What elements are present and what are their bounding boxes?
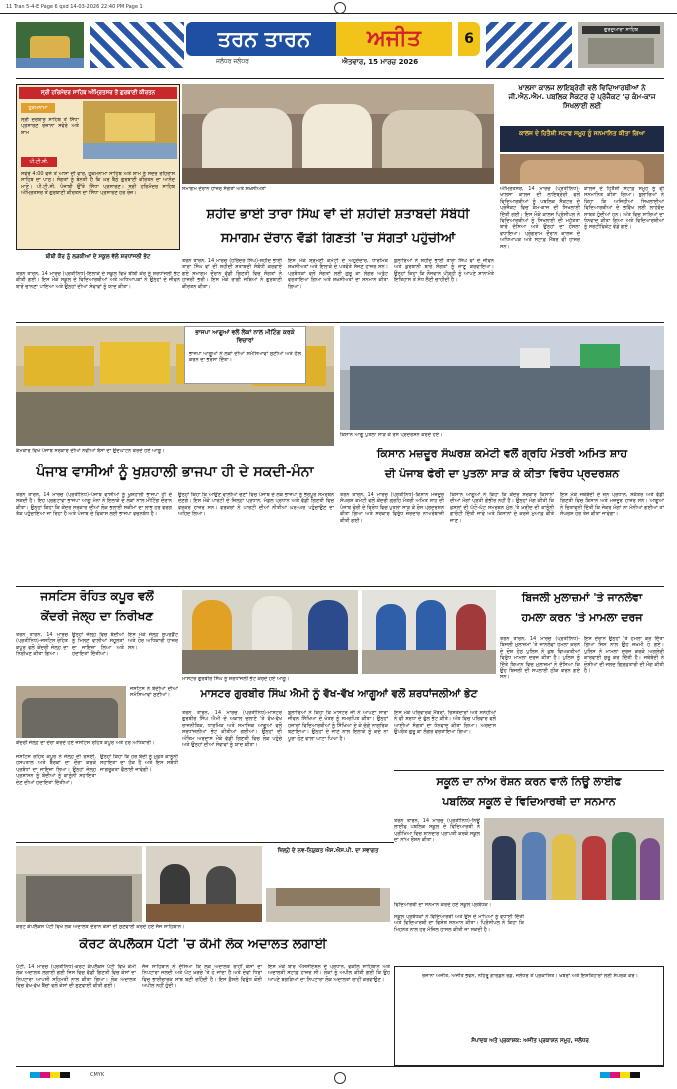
story1-headline-1: ਸ਼ਹੀਦ ਭਾਈ ਤਾਰਾ ਸਿੰਘ ਵਾਂ ਦੀ ਸ਼ਹੀਦੀ ਸ਼ਤਾਬਦੀ ਸੰਬੰਧੀ (206, 208, 470, 222)
masthead-edition: ਜਲੰਧਰ ਜਲੰਧਰ (216, 58, 249, 65)
right-top-headline: ਖਾਲਸਾ ਕਾਲਜ ਲਾਇਬ੍ਰੇਰੀ ਵਲੋਂ ਵਿਦਿਆਰਥੀਆਂ ਨੇ ਜੀ.ਐਨ.ਐਮ. ਪਬਲਿਕ ਸੈਕਟਰ ਦੇ ਪ੍ਰੋਜੈਕਟ 'ਚ ਕੰਮ-ਕਾਜ ਸਿਖਲਾਈ ਲਈ (508, 84, 656, 110)
masthead-ad-right (578, 22, 664, 68)
protest-headline-2: ਦੀ ਪੰਜਾਬ ਫੇਰੀ ਦਾ ਪੁਤਲਾ ਸਾੜ ਕੇ ਕੀਤਾ ਵਿਰੋਧ ਪ੍ਰਦਰਸ਼ਨ (384, 468, 620, 480)
masthead-title-left: ਤਰਨ ਤਾਰਨ (217, 27, 311, 51)
page-number: 6 (464, 31, 474, 47)
story1-headline-2: ਸਮਾਗਮ ਦੌਰਾਨ ਵੱਡੀ ਗਿਣਤੀ 'ਚ ਸੰਗਤਾਂ ਪਹੁੰਚੀਆਂ (220, 232, 456, 246)
bus-mid-heading: ਭਾਜਪਾ ਆਗੂਆਂ ਵਲੋਂ ਲੋਕਾਂ ਨਾਲ ਮੀਟਿੰਗ ਕਰਕੇ ਵਿਚਾਰਾਂ (195, 329, 295, 344)
school-photo (484, 818, 664, 900)
page-number-tab (458, 22, 480, 56)
rule-bottom (16, 1066, 664, 1067)
masthead (186, 22, 452, 68)
masthead-pattern-left (90, 22, 184, 68)
protest-headline-1: ਕਿਸਾਨ ਮਜ਼ਦੂਰ ਸੰਘਰਸ਼ ਕਮੇਟੀ ਵਲੋਂ ਗ੍ਰਹਿ ਮੰਤਰੀ ਅਮਿਤ ਸ਼ਾਹ (376, 448, 628, 460)
power-headline-1: ਬਿਜਲੀ ਮੁਲਾਜ਼ਮਾਂ 'ਤੇ ਜਾਨਲੇਵਾ (521, 592, 643, 604)
right-top-headline-box (500, 84, 664, 124)
imprint-text: ਸੰਪਾਦਕ ਅਤੇ ਪ੍ਰਕਾਸ਼ਕ: ਅਜੀਤ ਪ੍ਰਕਾਸ਼ਨ ਸਮੂਹ, ਜਲੰਧਰ (471, 1038, 589, 1044)
tribute-photo-1 (182, 590, 358, 674)
rule-row-3 (16, 586, 664, 587)
ad-box: ਸ੍ਰੀ ਹਰਿਮੰਦਰ ਸਾਹਿਬ ਅੰਮ੍ਰਿਤਸਰ ਤੋਂ ਗੁਰਬਾਣੀ ਕੀਰਤਨ ਹੁਕਮਨਾਮਾ ਸ੍ਰੀ ਦਰਬਾਰ ਸਾਹਿਬ ਤੋਂ ਸਿੱਧਾ ਪ੍ਰਸਾਰਣ ਰੋਜ਼ਾਨਾ ਸਵੇਰੇ ਅਤੇ ਸ਼ਾਮ ਪੀ.ਟੀ.ਸੀ. ਸਵੇਰੇ 4:00 ਵਜੇ ਤੋਂ ਆਸਾ ਦੀ ਵਾਰ, ਹੁਕਮਨਾਮਾ ਸਾਹਿਬ ਅਤੇ ਸ਼ਾਮ ਨੂੰ ਸੋਦਰ ਰਹਿਰਾਸ ਸਾਹਿਬ ਦਾ ਪਾਠ। ਸੰਗਤਾਂ ਨੂੰ ਬੇਨਤੀ ਹੈ ਕਿ ਘਰ ਬੈਠੇ ਗੁਰਬਾਣੀ ਕੀਰਤਨ ਦਾ ਆਨੰਦ ਮਾਣੋ। ਪੀ.ਟੀ.ਸੀ. ਪੰਜਾਬੀ ਉੱਤੇ ਸਿੱਧਾ ਪ੍ਰਸਾਰਣ। ਸ੍ਰੀ ਹਰਿਮੰਦਰ ਸਾਹਿਬ ਅੰਮ੍ਰਿਤਸਰ ਤੋਂ ਗੁਰਬਾਣੀ ਕੀਰਤਨ ਦਾ ਸਿੱਧਾ ਪ੍ਰਸਾਰਣ ਹਰ ਰੋਜ਼। (16, 84, 180, 250)
school-headline-1: ਸਕੂਲ ਦਾ ਨਾਂਅ ਰੌਸ਼ਨ ਕਰਨ ਵਾਲੇ ਨਿਊ ਲਾਈਫ (436, 776, 622, 788)
rule-school (394, 770, 664, 771)
right-top-banner (500, 126, 664, 152)
right-top-banner-text: ਕਾਲਜ ਦੇ ਹਿਤੈਸ਼ੀ ਸਟਾਫ ਸਮੂਹ ਨੂੰ ਸਨਮਾਨਿਤ ਕੀਤਾ ਗਿਆ (519, 130, 645, 137)
masthead-pattern-right (486, 22, 572, 68)
ad-tag2: ਪੀ.ਟੀ.ਸੀ. (21, 157, 57, 167)
ad-tag: ਹੁਕਮਨਾਮਾ (21, 103, 55, 113)
bus-mid-box: ਭਾਜਪਾ ਆਗੂਆਂ ਵਲੋਂ ਲੋਕਾਂ ਨਾਲ ਮੀਟਿੰਗ ਕਰਕੇ ਵਿਚਾਰਾਂ ਭਾਜਪਾ ਆਗੂਆਂ ਨੇ ਲੋਕਾਂ ਦੀਆਂ ਸਮੱਸਿਆਵਾਂ ਸੁਣੀਆਂ ਅਤੇ ਹੱਲ ਕਰਨ ਦਾ ਭਰੋਸਾ ਦਿੱਤਾ। (184, 326, 306, 384)
rule-under-masthead (16, 78, 664, 79)
rule-row-4 (16, 842, 394, 843)
jail-headline-2: ਕੇਂਦਰੀ ਜੇਲ੍ਹ ਦਾ ਨਿਰੀਖਣ (40, 610, 154, 623)
story1-photo (182, 84, 494, 184)
court-headline: ਕੋਰਟ ਕੰਪਲੈਕਸ ਪੱਟੀ 'ਚ ਕੌਮੀ ਲੋਕ ਅਦਾਲਤ ਲਗਾਈ (79, 938, 327, 952)
court-photo-1 (16, 846, 142, 922)
ad-temple-photo (83, 101, 177, 159)
jail-headline-1: ਜਸਟਿਸ ਰੋਹਿਤ ਕਪੂਰ ਵਲੋਂ (40, 590, 154, 603)
tribute-caption: ਮਾਸਟਰ ਗੁਰਬੀਰ ਸਿੰਘ ਨੂੰ ਸ਼ਰਧਾਂਜਲੀ ਭੇਟ ਕਰਦੇ ਹੋਏ ਆਗੂ। (182, 676, 290, 682)
rule-row-2 (16, 322, 664, 323)
bottom-slug: CMYK (90, 1072, 105, 1078)
power-headline-2: ਹਮਲਾ ਕਰਨ 'ਤੇ ਮਾਮਲਾ ਦਰਜ (521, 612, 643, 624)
bus-caption: ਕੰਮਕਾਰ ਵਿਖੇ ਪੰਜਾਬ ਸਰਕਾਰ ਦੀਆਂ ਨਵੀਆਂ ਬੱਸਾਂ ਦਾ ਉਦਘਾਟਨ ਕਰਦੇ ਹੋਏ ਆਗੂ। (16, 448, 165, 454)
file-slug: 11 Tran 5-4-E Page 6 qxd 14-03-2026 22:40 PM Page 1 (6, 4, 143, 10)
side-heading-1: ਬੀਬੀ ਕੌਰ ਨੂੰ ਲੜਕੀਆਂ ਦੇ ਸਕੂਲ ਵੱਲੋਂ ਸ਼ਰਧਾਂਜਲੀ ਭੇਟ (45, 254, 151, 260)
right-top-photo (500, 154, 664, 184)
jail-photo (16, 686, 126, 738)
golden-temple-image (16, 22, 84, 68)
court-photo-2 (146, 846, 262, 922)
school-caption: ਵਿਦਿਆਰਥੀ ਦਾ ਸਨਮਾਨ ਕਰਦੇ ਹੋਏ ਸਕੂਲ ਪ੍ਰਬੰਧਕ। (394, 902, 492, 908)
jail-caption: ਕੇਂਦਰੀ ਜੇਲ੍ਹ ਦਾ ਦੌਰਾ ਕਰਦੇ ਹੋਏ ਜਸਟਿਸ ਰੋਹਿਤ ਕਪੂਰ ਅਤੇ ਹੋਰ ਅਧਿਕਾਰੀ। (16, 740, 155, 746)
color-bar-right (600, 1072, 640, 1078)
protest-photo (340, 326, 664, 430)
ad-title: ਸ੍ਰੀ ਹਰਿਮੰਦਰ ਸਾਹਿਬ ਅੰਮ੍ਰਿਤਸਰ ਤੋਂ ਗੁਰਬਾਣੀ ਕੀਰਤਨ (19, 87, 177, 99)
registration-mark-bottom (334, 1072, 346, 1084)
protest-caption: ਕਿਸਾਨ ਆਗੂ ਪੁਤਲਾ ਸਾੜ ਕੇ ਰੋਸ ਪ੍ਰਦਰਸ਼ਨ ਕਰਦੇ ਹੋਏ। (340, 432, 443, 438)
tribute-photo-2 (362, 590, 496, 674)
color-bar-left (30, 1072, 70, 1078)
court-side-box (266, 846, 390, 888)
tribute-headline: ਮਾਸਟਰ ਗੁਰਬੀਰ ਸਿੰਘ ਐਮੀ ਨੂੰ ਵੱਖ-ਵੱਖ ਆਗੂਆਂ ਵਲੋਂ ਸ਼ਰਧਾਂਜਲੀਆਂ ਭੇਟ (200, 688, 478, 700)
imprint-box: ਰੋਜ਼ਾਨਾ ਅਜੀਤ, ਅਜੀਤ ਭਵਨ, ਨਹਿਰੂ ਗਾਰਡਨ ਰੋਡ, ਜਲੰਧਰ ਤੋਂ ਪ੍ਰਕਾਸ਼ਿਤ। ਖ਼ਬਰਾਂ ਅਤੇ ਇਸ਼ਤਿਹਾਰਾਂ ਲਈ ਸੰਪਰਕ ਕਰੋ। ਸੰਪਾਦਕ ਅਤੇ ਪ੍ਰਕਾਸ਼ਕ: ਅਜੀਤ ਪ੍ਰਕਾਸ਼ਨ ਸਮੂਹ, ਜਲੰਧਰ (394, 966, 664, 1066)
court-side-heading: ਜ਼ਿਲ੍ਹੇ ਦੇ ਨਵ-ਨਿਯੁਕਤ ਐਸ.ਐਸ.ਪੀ. ਦਾ ਸਵਾਗਤ (277, 848, 379, 854)
masthead-ad-label: ਗੁਰਦੁਆਰਾ ਸਾਹਿਬ (582, 26, 660, 34)
court-caption: ਕੋਰਟ ਕੰਪਲੈਕਸ ਪੱਟੀ ਵਿਖੇ ਲੋਕ ਅਦਾਲਤ ਦੌਰਾਨ ਕੇਸਾਂ ਦੀ ਸੁਣਵਾਈ ਕਰਦੇ ਹੋਏ ਜੱਜ ਸਾਹਿਬਾਨ। (16, 924, 185, 930)
school-headline-2: ਪਬਲਿਕ ਸਕੂਲ ਦੇ ਵਿਦਿਆਰਥੀ ਦਾ ਸਨਮਾਨ (442, 796, 616, 808)
bus-headline: ਪੰਜਾਬ ਵਾਸੀਆਂ ਨੂੰ ਖੁਸ਼ਹਾਲੀ ਭਾਜਪਾ ਹੀ ਦੇ ਸਕਦੀ-ਮੰਨਾ (36, 464, 314, 480)
top-rule (0, 13, 677, 14)
masthead-date: ਐਤਵਾਰ, 15 ਮਾਰਚ 2026 (342, 58, 419, 66)
masthead-title-right: ਅਜੀਤ (367, 26, 421, 51)
story1-caption: ਸਮਾਗਮ ਦੌਰਾਨ ਹਾਜ਼ਰ ਸੰਗਤਾਂ ਅਤੇ ਸ਼ਖ਼ਸੀਅਤਾਂ (182, 186, 266, 192)
